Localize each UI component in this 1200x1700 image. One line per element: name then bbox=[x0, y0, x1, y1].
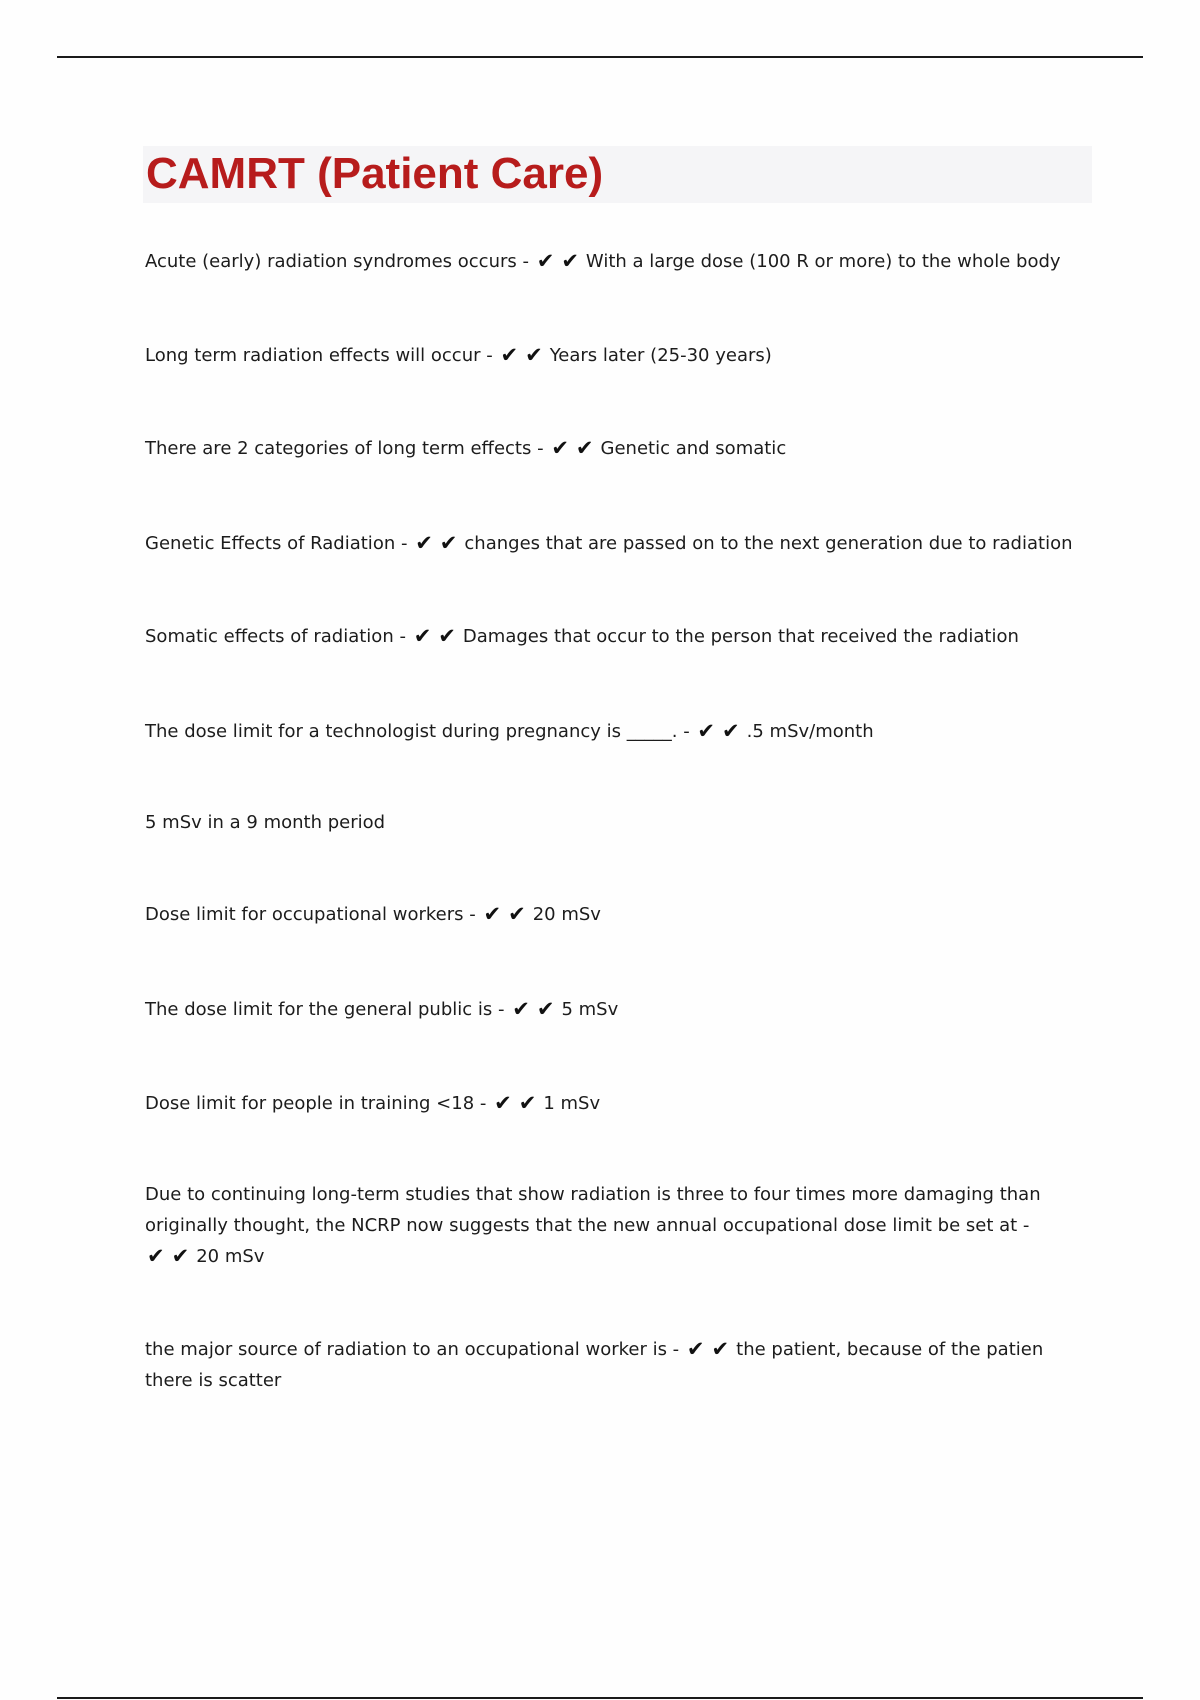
question-text: The dose limit for the general public is - bbox=[145, 999, 505, 1020]
qa-entry-public-limit bbox=[145, 994, 1085, 1025]
qa-entry-categories bbox=[145, 433, 1085, 464]
check-icon: ✔✔ bbox=[512, 997, 562, 1021]
qa-entry-major-source bbox=[145, 1334, 1055, 1396]
qa-entry-training-limit bbox=[145, 1088, 1085, 1119]
answer-text: Years later (25-30 years) bbox=[549, 345, 772, 366]
check-icon: ✔✔ bbox=[697, 719, 747, 743]
question-text: Dose limit for occupational workers - bbox=[145, 904, 476, 925]
question-text: Long term radiation effects will occur - bbox=[145, 345, 493, 366]
check-icon: ✔✔ bbox=[415, 531, 465, 555]
question-text: the major source of radiation to an occupational worker is - bbox=[145, 1339, 680, 1360]
check-icon: ✔✔ bbox=[494, 1091, 544, 1115]
answer-continuation-text: 5 mSv in a 9 month period bbox=[145, 812, 386, 833]
question-text: Acute (early) radiation syndromes occurs - bbox=[145, 251, 529, 272]
answer-text: Damages that occur to the person that received the radiation bbox=[462, 626, 1019, 647]
answer-text: Genetic and somatic bbox=[600, 438, 787, 459]
answer-text: 1 mSv bbox=[543, 1093, 601, 1114]
answer-text: 5 mSv bbox=[561, 999, 619, 1020]
document-title: CAMRT (Patient Care) bbox=[146, 149, 604, 198]
check-icon: ✔✔ bbox=[483, 902, 533, 926]
question-text: Due to continuing long-term studies that show radiation is three to four times more damaging than originally thought, the NCRP now suggests that the new annual occupational dose limit be set at - bbox=[145, 1184, 1041, 1236]
answer-text: .5 mSv/month bbox=[746, 721, 874, 742]
qa-entry-pregnancy-continuation bbox=[145, 807, 1085, 838]
check-icon: ✔✔ bbox=[413, 624, 463, 648]
qa-entry-long-term-effects bbox=[145, 340, 1085, 371]
check-icon: ✔✔ bbox=[500, 343, 550, 367]
question-text: The dose limit for a technologist during pregnancy is _____. - bbox=[145, 721, 690, 742]
answer-text: 20 mSv bbox=[532, 904, 601, 925]
question-text: Somatic effects of radiation - bbox=[145, 626, 406, 647]
answer-text: changes that are passed on to the next generation due to radiation bbox=[464, 533, 1073, 554]
question-text: Dose limit for people in training <18 - bbox=[145, 1093, 487, 1114]
answer-text: the patient, because of the patien there is scatter bbox=[145, 1339, 1044, 1391]
check-icon: ✔✔ bbox=[551, 436, 601, 460]
qa-entry-pregnancy-limit bbox=[145, 716, 1085, 747]
qa-entry-acute-syndromes bbox=[145, 246, 1085, 277]
qa-entry-occupational-limit bbox=[145, 899, 1085, 930]
footer-rule bbox=[57, 1697, 1143, 1699]
check-icon: ✔✔ bbox=[147, 1244, 197, 1268]
question-text: There are 2 categories of long term effects - bbox=[145, 438, 544, 459]
answer-text: With a large dose (100 R or more) to the whole body bbox=[585, 251, 1061, 272]
qa-entry-ncrp-suggestion bbox=[145, 1179, 1065, 1272]
answer-text: 20 mSv bbox=[196, 1246, 265, 1267]
check-icon: ✔✔ bbox=[536, 249, 586, 273]
question-text: Genetic Effects of Radiation - bbox=[145, 533, 408, 554]
qa-entry-somatic-effects bbox=[145, 621, 1085, 652]
check-icon: ✔✔ bbox=[686, 1337, 737, 1361]
qa-entry-genetic-effects bbox=[145, 528, 1085, 559]
